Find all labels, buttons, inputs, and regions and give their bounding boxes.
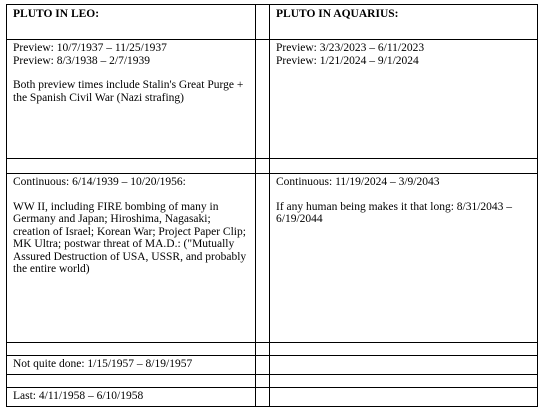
table-row-last <box>7 388 538 407</box>
leo-preview-1: Preview: 10/7/1937 – 11/25/1937 <box>13 42 167 54</box>
table-row-header <box>7 5 538 40</box>
leo-not-quite-done: Not quite done: 1/15/1957 – 8/19/1957 <box>13 358 193 370</box>
continuous-cell-leo <box>7 174 256 343</box>
gap-cell <box>256 5 270 40</box>
leo-preview-2: Preview: 8/3/1938 – 2/7/1939 <box>13 54 151 67</box>
gap-cell <box>256 388 270 407</box>
leo-preview-note: Both preview times include Stalin's Great Purge + the Spanish Civil War (Nazi strafing) <box>13 79 244 104</box>
header-pluto-in-aquarius: PLUTO IN AQUARIUS: <box>276 8 399 20</box>
not-quite-done-cell-leo <box>7 356 256 375</box>
aquarius-continuous-note: If any human being makes it that long: 8/31/2043 – 6/19/2044 <box>276 200 513 225</box>
spacer-cell <box>7 159 256 174</box>
spacer-cell <box>270 159 538 174</box>
not-quite-done-cell-aquarius <box>270 356 538 375</box>
last-cell-leo <box>7 388 256 407</box>
continuous-cell-aquarius <box>270 174 538 343</box>
table-row-not-quite-done <box>7 356 538 375</box>
table-row-spacer <box>7 343 538 356</box>
pluto-comparison-table <box>6 4 538 407</box>
table-row-preview <box>7 40 538 159</box>
preview-cell-leo <box>7 40 256 159</box>
gap-cell <box>256 356 270 375</box>
leo-continuous-title: Continuous: 6/14/1939 – 10/20/1956: <box>13 176 186 188</box>
table-row-continuous <box>7 174 538 343</box>
table-row-spacer <box>7 375 538 388</box>
gap-cell <box>256 159 270 174</box>
preview-cell-aquarius <box>270 40 538 159</box>
header-cell-aquarius <box>270 5 538 40</box>
gap-cell <box>256 375 270 388</box>
gap-cell <box>256 40 270 159</box>
aquarius-continuous-title: Continuous: 11/19/2024 – 3/9/2043 <box>276 176 440 188</box>
leo-last: Last: 4/11/1958 – 6/10/1958 <box>13 390 144 402</box>
spacer-cell <box>270 343 538 356</box>
aquarius-preview-2: Preview: 1/21/2024 – 9/1/2024 <box>276 54 419 67</box>
spacer-cell <box>7 343 256 356</box>
spacer-cell <box>270 375 538 388</box>
aquarius-preview-1: Preview: 3/23/2023 – 6/11/2023 <box>276 42 425 54</box>
leo-continuous-note: WW II, including FIRE bombing of many in Germany and Japan; Hiroshima, Nagasaki; creation of Israel; Korean War; Project Paper Clip; MK Ultra; postwar threat of MA.D.: ("Mutually Assured Destruction of USA, USSR, and probably the entire world) <box>13 200 247 275</box>
gap-cell <box>256 343 270 356</box>
header-cell-leo <box>7 5 256 40</box>
last-cell-aquarius <box>270 388 538 407</box>
table-row-spacer <box>7 159 538 174</box>
spacer-cell <box>7 375 256 388</box>
gap-cell <box>256 174 270 343</box>
header-pluto-in-leo: PLUTO IN LEO: <box>13 8 100 20</box>
